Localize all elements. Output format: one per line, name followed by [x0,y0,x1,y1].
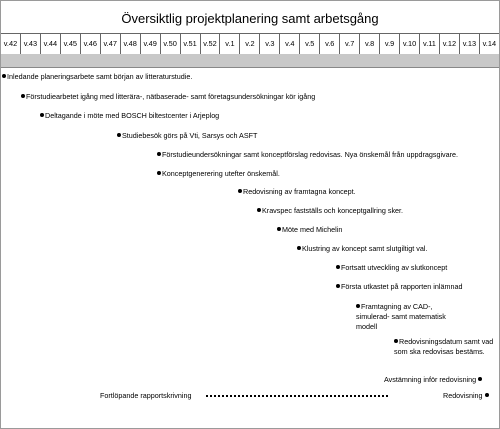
task-item [117,131,257,141]
task-label: Första utkastet på rapporten inlämnad [341,282,463,291]
task-label: Kravspec fastställs och konceptgallring sker. [262,206,404,215]
bullet-dot-icon [356,304,360,308]
bullet-dot-icon [277,227,281,231]
week-cell: v.42 [1,34,21,54]
week-cell: v.6 [320,34,340,54]
task-label: Möte med Michelin [282,225,343,234]
bullet-dot-icon [238,189,242,193]
task-item [394,337,494,357]
task-item [157,150,458,160]
task-label: Fortsatt utveckling av slutkoncept [341,263,448,272]
task-item [157,169,280,179]
task-item [297,244,427,254]
task-label: Redovisningsdatum samt vad som ska redovisas bestäms. [394,337,494,356]
task-item [21,92,315,102]
gray-band [1,54,499,68]
task-label: Inledande planeringsarbete samt början av litteraturstudie. [7,72,193,81]
week-cell: v.10 [400,34,420,54]
task-label: Deltagande i möte med BOSCH biltestcenter i Arjeplog [45,111,220,120]
diagram-title: Översiktlig projektplanering samt arbetsgång [121,11,379,26]
task-label: Förstudieundersökningar samt konceptförslag redovisas. Nya önskemål från uppdragsgivare. [162,150,459,159]
task-item [257,206,403,216]
task-label: Studiebesök görs på Vti, Sarsys och ASFT [122,131,258,140]
bullet-dot-icon [40,113,44,117]
task-item [356,302,466,332]
week-cell: v.12 [440,34,460,54]
week-cell: v.14 [482,39,497,48]
task-item [277,225,342,235]
bullet-dot-icon [336,265,340,269]
task-item-continuous [100,391,192,401]
task-label: Förstudiearbetet igång med litterära-, nätbaserade- samt företagsundersökningar kör igång [26,92,316,101]
task-label: Avstämning inför redovisning [384,375,477,384]
week-cell: v.2 [240,34,260,54]
task-item [238,187,356,197]
task-item [2,72,192,82]
continuous-dotted-line [206,395,388,399]
bullet-dot-icon [336,284,340,288]
task-item [336,282,462,292]
week-cell: v.51 [181,34,201,54]
bullet-dot-icon [485,393,489,397]
task-label: Redovisning av framtagna koncept. [243,187,356,196]
bullet-dot-icon [297,246,301,250]
task-label: Konceptgenerering utefter önskemål. [162,169,280,178]
task-item [336,263,447,273]
week-cell: v.9 [380,34,400,54]
week-cell: v.11 [420,34,440,54]
bullet-dot-icon [2,74,6,78]
week-cell: v.8 [360,34,380,54]
week-cell: v.44 [41,34,61,54]
task-item [384,375,482,385]
week-cell: v.45 [61,34,81,54]
week-cell: v.50 [161,34,181,54]
bullet-dot-icon [257,208,261,212]
week-cell: v.13 [460,34,480,54]
task-label: Framtagning av CAD-, simulerad- samt matematisk modell [356,302,446,331]
week-cell: v.46 [81,34,101,54]
week-cell: v.7 [340,34,360,54]
week-cell: v.3 [260,34,280,54]
week-cell: v.47 [101,34,121,54]
bullet-dot-icon [157,171,161,175]
task-item [40,111,219,121]
task-label: Redovisning [443,391,483,400]
week-cell: v.49 [141,34,161,54]
week-cell: v.48 [121,34,141,54]
task-item [443,391,489,401]
task-label: Klustring av koncept samt slutgiltigt val. [302,244,428,253]
bullet-dot-icon [21,94,25,98]
week-header-row [1,33,499,55]
week-cell: v.43 [21,34,41,54]
week-cell: v.4 [280,34,300,54]
bullet-dot-icon [394,339,398,343]
bullet-dot-icon [478,377,482,381]
week-cell: v.5 [300,34,320,54]
bullet-dot-icon [117,133,121,137]
week-cell: v.52 [201,34,221,54]
task-label: Fortlöpande rapportskrivning [100,391,192,400]
bullet-dot-icon [157,152,161,156]
week-cell: v.1 [220,34,240,54]
